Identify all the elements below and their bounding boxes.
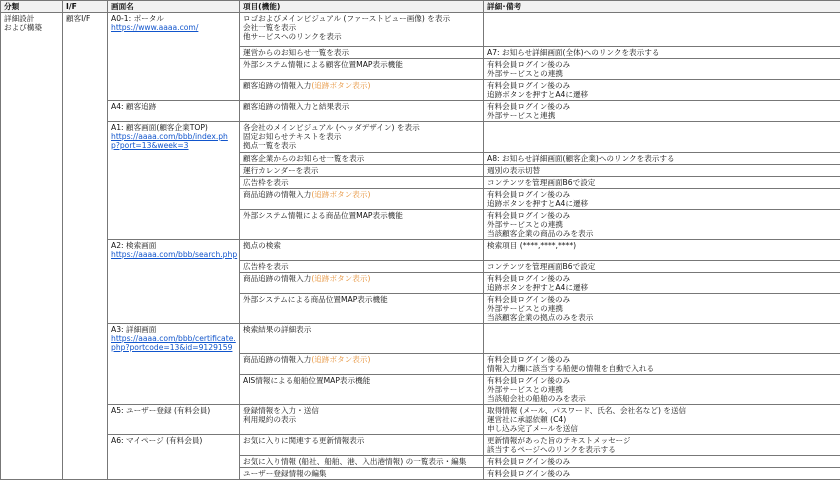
header-item: 項目(機能) [240,1,484,13]
detail-line: 外部サービスと連携 [487,111,556,120]
item-cell [240,80,484,101]
detail-line: 有料会員ログイン後のみ [487,102,571,111]
detail-line: 追跡ボタンを押すとA4に遷移 [487,199,589,208]
table-row [1,324,840,354]
detail-line: 情報入力欄に該当する船便の情報を自動で入れる [487,364,655,373]
item-text: 顧客追跡の情報入力 [243,81,312,90]
item-cell [240,375,484,405]
item-cell [240,59,484,80]
item-cell [240,165,484,177]
detail-line: 有料会員ログイン後のみ [487,295,571,304]
detail-line: 有料会員ログイン後のみ [487,190,571,199]
detail-cell [484,47,840,59]
item-cell [240,210,484,240]
detail-line: 有料会員ログイン後のみ [487,469,571,478]
detail-cell [484,261,840,273]
detail-cell [484,456,840,468]
detail-line: 有料会員ログイン後のみ [487,81,571,90]
screen-cell-a5 [108,405,240,435]
detail-line: 外部サービスとの連携 [487,304,563,313]
item-line: 固定お知らせテキストを表示 [243,132,342,141]
screen-title: A5: ユーザー登録 (有料会員) [111,406,211,415]
item-text: 商品追跡の情報入力 [243,190,312,199]
detail-line: 当該顧客企業の商品のみを表示 [487,229,594,238]
item-cell [240,261,484,273]
screen-cell-a6 [108,435,240,480]
item-cell [240,13,484,47]
detail-line: 追跡ボタンを押すとA4に遷移 [487,90,589,99]
screen-title: A3: 詳細画面 [111,325,157,334]
detail-line: 更新情報があった旨のテキストメッセージ [487,436,631,445]
detail-cell [484,122,840,153]
item-cell [240,101,484,122]
item-line: 検索結果の詳細表示 [243,325,312,334]
detail-line: 当該顧客企業の拠点のみを表示 [487,313,594,322]
detail-line: 申し込み完了メールを送信 [487,424,578,433]
item-line: 広告枠を表示 [243,262,289,271]
item-line: AIS情報による船舶位置MAP表示機能 [243,376,371,385]
item-line: 運営からのお知らせ一覧を表示 [243,48,350,57]
screen-url-link[interactable]: https://aaaa.com/bbb/certificate.php?portcode=13&id=9129159 [111,334,236,352]
track-button-note: (追跡ボタン表示) [311,190,371,199]
item-line: お気に入り情報 (船社、船舶、港、入出港情報) の一覧表示・編集 [243,457,467,466]
category-line: および構築 [4,23,42,32]
item-line: 外部システム情報による顧客位置MAP表示機能 [243,60,403,69]
detail-cell [484,210,840,240]
item-line: 登録情報を入力・送信 [243,406,319,415]
detail-line: 該当するページへのリンクを表示する [487,445,616,454]
screen-cell-a4 [108,101,240,122]
detail-cell [484,324,840,354]
table-row [1,101,840,122]
screen-cell-a1 [108,122,240,240]
detail-line: 有料会員ログイン後のみ [487,355,571,364]
item-line: 顧客企業からのお知らせ一覧を表示 [243,154,365,163]
item-cell [240,153,484,165]
item-line: 外部システム情報による商品位置MAP表示機能 [243,211,403,220]
table-row [1,240,840,261]
detail-line: 当該船会社の船舶のみを表示 [487,394,586,403]
detail-line: A8: お知らせ詳細画面(顧客企業)へのリンクを表示する [487,154,675,163]
detail-line: 検索項目 (****,****,****) [487,241,577,250]
detail-line: 外部サービスとの連携 [487,69,563,78]
item-cell [240,324,484,354]
item-text: 商品追跡の情報入力 [243,355,312,364]
detail-line: 外部サービスとの連携 [487,385,563,394]
detail-line: 有料会員ログイン後のみ [487,457,571,466]
item-line: 会社一覧を表示 [243,23,297,32]
item-line: 顧客追跡の情報入力と結果表示 [243,102,350,111]
header-detail: 詳細･備考 [484,1,840,13]
screen-cell-a2 [108,240,240,324]
detail-line: A7: お知らせ詳細画面(全体)へのリンクを表示する [487,48,660,57]
screen-title: A6: マイページ (有料会員) [111,436,203,445]
header-category: 分類 [1,1,63,13]
detail-line: 取得情報 (メール、パスワード、氏名、会社名など) を送信 [487,406,687,415]
item-line: 利用規約の表示 [243,415,297,424]
item-line: 拠点一覧を表示 [243,141,297,150]
screen-url-link[interactable]: https://www.aaaa.com/ [111,23,199,32]
detail-line: コンテンツを管理画面B6で設定 [487,262,596,271]
track-button-note: (追跡ボタン表示) [311,355,371,364]
item-cell [240,435,484,456]
item-line: 各会社のメインビジュアル (ヘッダデザイン) を表示 [243,123,420,132]
item-cell [240,47,484,59]
header-screen: 画面名 [108,1,240,13]
item-line: 広告枠を表示 [243,178,289,187]
detail-line: コンテンツを管理画面B6で設定 [487,178,596,187]
item-line: 他サービスへのリンクを表示 [243,32,342,41]
item-cell [240,354,484,375]
detail-line: 有料会員ログイン後のみ [487,211,571,220]
item-cell [240,122,484,153]
track-button-note: (追跡ボタン表示) [311,81,371,90]
item-cell [240,189,484,210]
if-cell: 顧客I/F [63,13,108,480]
item-line: 拠点の検索 [243,241,281,250]
item-line: 外部システムによる商品位置MAP表示機能 [243,295,388,304]
detail-cell [484,80,840,101]
screen-cell-a3 [108,324,240,405]
item-line: 運行カレンダーを表示 [243,166,319,175]
detail-cell [484,435,840,456]
detail-line: 外部サービスとの連携 [487,220,563,229]
table-row [1,13,840,47]
detail-line: 週別の表示切替 [487,166,541,175]
category-line: 詳細設計 [4,14,35,23]
item-cell [240,456,484,468]
detail-cell [484,294,840,324]
item-cell [240,240,484,261]
detail-cell [484,468,840,480]
item-line: ユーザー登録情報の編集 [243,469,327,478]
detail-line: 有料会員ログイン後のみ [487,376,571,385]
item-cell [240,468,484,480]
detail-cell [484,153,840,165]
detail-cell [484,405,840,435]
table-row [1,405,840,435]
screen-cell-a01 [108,13,240,101]
detail-cell [484,375,840,405]
screen-title: A1: 顧客画面(顧客企業TOP) [111,123,208,132]
detail-cell [484,189,840,210]
item-text: 商品追跡の情報入力 [243,274,312,283]
screen-url-link[interactable]: https://aaaa.com/bbb/search.php [111,250,238,259]
item-line: お気に入りに関連する更新情報表示 [243,436,365,445]
screen-title: A0-1: ポータル [111,14,164,23]
screen-title: A4: 顧客追跡 [111,102,157,111]
detail-cell [484,101,840,122]
category-cell [1,13,63,480]
item-line: ロゴおよびメインビジュアル (ファーストビュー画像) を表示 [243,14,451,23]
header-if: I/F [63,1,108,13]
header-row [1,1,840,13]
detail-cell [484,59,840,80]
screen-url-link[interactable]: https://aaaa.com/bbb/index.php?port=13&week=3 [111,132,228,150]
item-cell [240,405,484,435]
detail-line: 追跡ボタンを押すとA4に遷移 [487,283,589,292]
screen-title: A2: 検索画面 [111,241,157,250]
detail-line: 有料会員ログイン後のみ [487,60,571,69]
table-row [1,122,840,153]
detail-cell [484,165,840,177]
detail-cell [484,240,840,261]
item-cell [240,273,484,294]
detail-cell [484,273,840,294]
detail-line: 運営社に承認依頼 (C4) [487,415,567,424]
table-row [1,435,840,456]
detail-line: 有料会員ログイン後のみ [487,274,571,283]
item-cell [240,294,484,324]
detail-cell [484,354,840,375]
track-button-note: (追跡ボタン表示) [311,274,371,283]
detail-cell [484,177,840,189]
item-cell [240,177,484,189]
detail-cell [484,13,840,47]
